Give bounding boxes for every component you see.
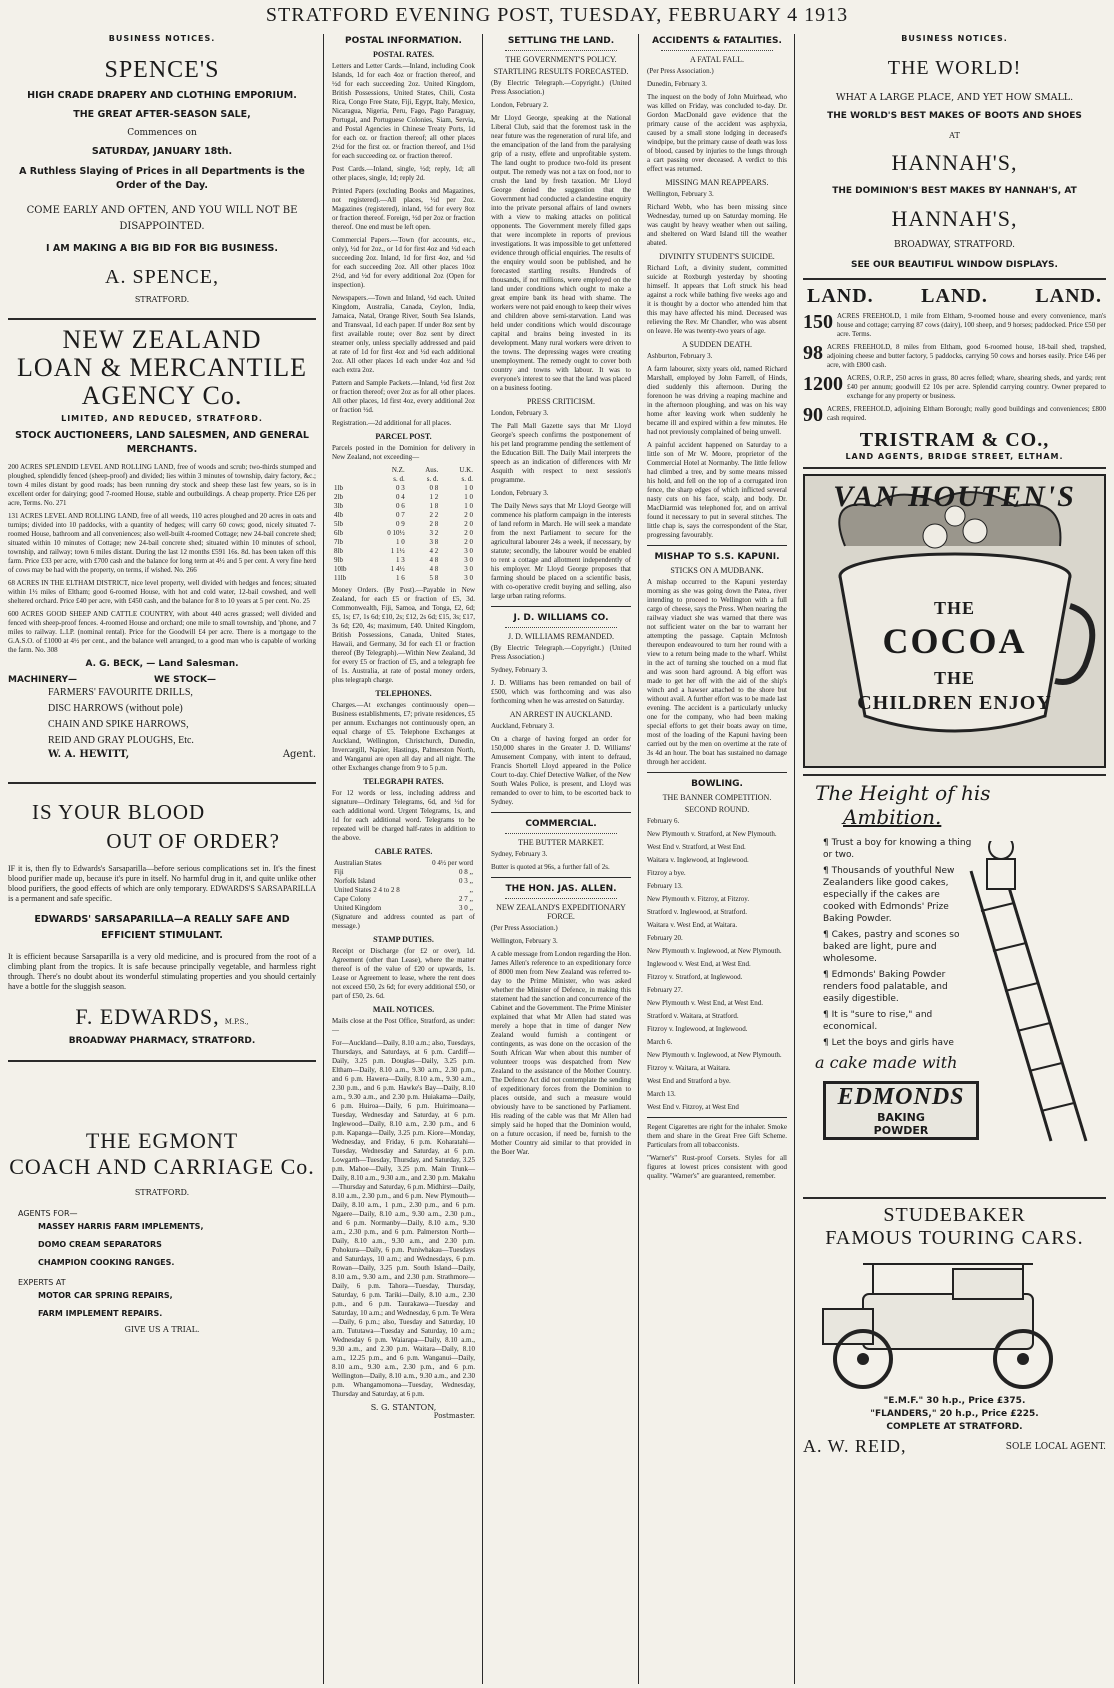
kapuni-sub: STICKS ON A MUDBANK. [670,566,764,575]
hannahs-2: HANNAH'S, [891,206,1018,231]
studebaker-title-1: STUDEBAKER [883,1204,1026,1226]
egmont-agents: AGENTS FOR— [18,1209,78,1218]
masthead: STRATFORD EVENING POST, TUESDAY, FEBRUARY 4 1913 [265,4,849,26]
spence-ad [8,57,316,304]
parcel-table [332,466,475,583]
table-row: 9lb 1 3 4 8 3 0 [334,556,473,564]
land-text: ACRES, O.R.P., 250 acres in grass, 80 acres felled; whare, shearing sheds, and yards; rent £40 per annum; goodwill £2 10s per acre. Splendid carrying country. Owner prepared to exchange for any property or business. [847,374,1106,400]
postal-rates-title: POSTAL RATES. [372,50,435,59]
table-row: Cape Colony 2 7 ,, [334,895,473,903]
nz-title-3: AGENCY Co. [81,381,243,410]
blood-title-1: IS YOUR BLOOD [32,800,206,824]
nz-listing: 68 ACRES IN THE ELTHAM DISTRICT, nice level property, well divided with hedges and fences; situated within 1½ miles of Eltham; good 6-roomed House, with hot and cold water, 12-bail cowshed, and well sheltered orchard. Price £40 per acre, with £450 cash, and the balance for 8 to 10 years at 5 per cent. No. 25 [8,579,316,605]
spence-sale: THE GREAT AFTER-SEASON SALE, [73,109,251,120]
egmont-title-1: THE EGMONT [85,1128,239,1153]
williams-title: J. D. WILLIAMS CO. [513,613,609,623]
settling-title: SETTLING THE LAND. [507,36,615,46]
sudden-title: A SUDDEN DEATH. [682,340,752,349]
world-at: AT [949,131,960,140]
fixture: New Plymouth v. West End, at West End. [647,999,763,1007]
nz-listing: 200 ACRES SPLENDID LEVEL AND ROLLING LAND, free of woods and scrub; two-thirds stumped and ploughed, splendidly fenced (sheep-proof) and divided; lies within 3 minutes of township, dairy factory, &c.; town 4 miles distant by good roads; has been running dry stock and sheep these last few years, so is in excellent order for dairying; good 7-roomed House, stable and outbuildings. A cheap property. Price £26 per acre, Terms. No. 271 [8,463,316,507]
kapuni-title: MISHAP TO S.S. KAPUNI. [654,552,780,562]
table-row: 3lb 0 6 1 8 1 0 [334,502,473,510]
edmonds-point: ¶ Edmonds' Baking Powder renders food palatable, and easily digestible. [823,970,948,1004]
van-houten-title: VAN HOUTEN'S [833,480,1076,513]
allen-credit: (Per Press Association.) [491,924,558,932]
column-rule [482,34,483,1684]
flanders-price: "FLANDERS," 20 h.p., Price £225. [870,1409,1039,1419]
column-2 [326,34,481,1684]
van-houten-cocoa: COCOA [882,621,1027,661]
egmont-title-2: COACH AND CARRIAGE Co. [9,1154,315,1179]
nz-limited: LIMITED, AND REDUCED, STRATFORD. [61,414,263,423]
edmonds-brand: EDMONDS [837,1084,965,1110]
fall-date: Dunedin, February 3. [647,80,707,88]
van-houten-the-2: THE [933,668,975,688]
table-row: N.Z. Aus. U.K. [391,466,473,474]
cable-note: (Signature and address counted as part of message.) [332,913,475,930]
land-acres: 150 [803,311,833,333]
student-title: DIVINITY STUDENT'S SUICIDE. [659,252,775,261]
table-row: 5lb 0 9 2 8 2 0 [334,520,473,528]
land-text: ACRES, FREEHOLD, adjoining Eltham Borough; really good buildings and conveniences; £800 cash required. [827,405,1106,422]
table-row: 7lb 1 0 3 8 2 0 [334,538,473,546]
egmont-town: STRATFORD. [134,1188,190,1197]
agent-name: W. A. HEWITT, [48,749,130,760]
world-subtitle: WHAT A LARGE PLACE, AND YET HOW SMALL. [835,92,1074,103]
telephones-text: Charges.—At exchanges continuously open—Business establishments, £7; private residences, £5 per annum. Exchanges not continuously open, an equal charge of £5. Telephone Exchanges at Auckland, Wellington, Christchurch, Dunedin, Invercargill, Napier, Hastings, Palmerston North, and Wanganui are open all day and all night. The other Exchanges change from 9 to 5 p.m. [332,701,475,772]
edmonds-title-2: Ambition. [843,805,942,829]
hannahs-dominion: THE DOMINION'S BEST MAKES BY HANNAH'S, AT [832,186,1077,196]
settling-credit: (By Electric Telegraph.—Copyright.) (United Press Association.) [491,79,631,96]
fixture: West End v. Stratford, at West End. [647,843,746,851]
postal-newspapers: Newspapers.—Town and Inland, ½d each. United Kingdom, Australia, Canada, Ceylon, India, Jamaica, Natal, Orange River, South Sea Islands, and Transvaal, 1d each paper. If under 8oz sent by first available route; over 8oz sent by direct steamer only, unless specially addressed and paid at rate of 1d for first 4oz and ½d each additional 2oz. All other places 1d each under 4oz and ½d each extra 2oz. [332,294,475,374]
machinery-item: CHAIN AND SPIKE HARROWS, [48,719,189,730]
spence-name: A. SPENCE, [105,266,219,288]
van-houten-the: THE [933,598,975,618]
press-date: London, February 3. [491,409,549,417]
fixture: Fitzroy v. Stratford, at Inglewood. [647,973,743,981]
stamp-title: STAMP DUTIES. [373,935,434,944]
land-listing [803,405,1106,425]
butter-date: Sydney, February 3. [491,850,548,858]
painful-body: A painful accident happened on Saturday to a little son of Mr W. Moore, proprietor of the Commercial Hotel at Normanby. The little fellow had climbed a tree, and by some means missed his hold, and fell on the top of a corrugated iron fence, the sharp edges of which inflicted several nasty cuts on his face, scalp, and body. Dr. MacDiarmid was telephoned for, and on arrival found it necessary to put in several stitches. The little chap is, says the correspondent of the Star, progressing favourably. [647,441,787,539]
land-acres: 1200 [803,373,843,395]
nz-loan-ad [8,326,316,760]
business-notices-label: BUSINESS NOTICES. [108,34,216,43]
williams-body: J. D. Williams has been remanded on bail of £500, which was forthcoming and was also forthcoming when he was arrested on Saturday. [491,679,631,705]
egmont-expert-item: MOTOR CAR SPRING REPAIRS, [38,1291,173,1300]
arrest-body: On a charge of having forged an order for 150,000 shares in the Greater J. D. Williams' Amusement Company, with intent to defraud, Francis Shortell Lloyd appeared in the Police Court to-day. Chief Detective Walker, of the New South Wales Police, is present, and Lloyd was remanded to over to him, to be escorted back to Sydney. [491,735,631,806]
we-stock-label: WE STOCK— [153,675,216,685]
tristram-ad [803,285,1106,461]
egmont-agents-list [8,1218,316,1272]
edmonds-ad [803,781,1106,1191]
table-row: Australian States 0 4½ per word [334,859,473,867]
nz-title-1: NEW ZEALAND [62,325,262,354]
fixture: West End and Stratford a bye. [647,1077,731,1085]
machinery-item: FARMERS' FAVOURITE DRILLS, [48,687,193,698]
bowling-title: BOWLING. [691,779,743,789]
van-houtens-ad [803,474,1106,768]
williams-date: Sydney, February 3. [491,666,548,674]
machinery-item: DISC HARROWS (without pole) [48,703,183,714]
fixture: February 27. [647,986,683,994]
settling-body: Mr Lloyd George, speaking at the National Liberal Club, said that the foremost task in the near future was the regeneration of rural life, and the emancipation of the land from the paralysing grip of a rusty, effete and unprofitable system. The land ought to produce two-fold its present output. The remedy was not a tax on food, nor to crush the land by fresh taxation. Mr Lloyd George denied the suggestion that the Government had conducted a clandestine enquiry into the private personal affairs of land owners with a view to making attacks on political opponents. The Government merely filled gaps that were incomplete in reports of previous investigations. It was impossible to get unfettered evidence through official enquiries. The results of the enquiry would soon be published, and he forecasted startling results. Hundreds of thousands, if not millions, were employed on the land under conditions which ought to make a great empire bank its head with shame. The workers were not paid enough to keep their wives and children above semi-starvation. Land was held under conditions which would discourage capital and brains being invested in its development. Many rural workers were driven to the towns. The depressing wages were creating unemployment. The remedy ought to cover both country and towns with labour. It was to everyone's interest to see that the land was placed on a business footing. [491,114,631,392]
edmonds-point: ¶ Thousands of youthful New Zealanders like good cakes, especially if the cakes are cooked with Edmonds' Prize Baking Powder. [823,866,955,924]
world-best: THE WORLD'S BEST MAKES OF BOOTS AND SHOES [827,111,1082,121]
postal-registration: Registration.—2d additional for all places. [332,419,452,427]
edmonds-point: ¶ Let the boys and girls have [823,1038,954,1048]
land-acres: 90 [803,404,823,426]
hannahs-ad [803,57,1106,270]
column-rule [323,34,324,1684]
table-row: 1lb 0 3 0 8 1 0 [334,484,473,492]
nz-listings [8,463,316,655]
parcel-title: PARCEL POST. [375,432,432,441]
telegraph-text: For 12 words or less, including address and signature—Ordinary Telegrams, 6d, and ½d for each additional word. Urgent Telegrams, 1s, and 1d for each additional word. Telegrams to be repeated will be charged half-rates in addition to the above. [332,789,475,842]
emf-price: "E.M.F." 30 h.p., Price £375. [883,1396,1026,1406]
arrest-date: Auckland, February 3. [491,722,554,730]
column-rule [794,34,795,1684]
allen-body: A cable message from London regarding the Hon. James Allen's reference to an expeditionary force of 8000 men from New Zealand was referred to-day to the Prime Minister, who was asked whether the Minister of Defence, in making this statement had the sanction and concurrence of the Cabinet and the Government. The Prime Minister explained that what Mr Allen had stated was merely a hope that in time of danger New Zealand would furnish a contingent or contingents, as was done on the occasion of the South African War when about this number of volunteer troops was despatched from New Zealand to the assistance of the Mother Country. The Defence Act did not contemplate the sending of expeditionary forces from the Dominion to places outside, and such a measure would obviously have to be sanctioned by Parliament. His reading of the cable was that Mr Allen had simply said he hoped that the Dominion would, on a future occasion, if need be, furnish to the Mother Country aid similar to that provided in the Boer War. [491,950,631,1156]
egmont-experts: EXPERTS AT [18,1278,66,1287]
arrest-title: AN ARREST IN AUCKLAND. [509,710,613,719]
edwards-mps: M.P.S., [224,1018,249,1026]
round-title: SECOND ROUND. [684,805,750,814]
land-text: ACRES FREEHOLD, 1 mile from Eltham, 9-roomed house and every convenience, man's house and cottage; carrying 87 cows (dairy), 100 sheep, and 9 horses; paddocked. Price £50 per acre. Terms. [837,312,1106,338]
land-listing [803,312,1106,339]
egmont-agent-item: MASSEY HARRIS FARM IMPLEMENTS, [38,1222,204,1231]
fixture: February 13. [647,882,683,890]
tristram-sub: LAND AGENTS, BRIDGE STREET, ELTHAM. [845,452,1064,461]
egmont-experts-list [8,1287,316,1323]
spence-title: SPENCE'S [104,57,220,83]
reid-name: A. W. REID, [803,1436,907,1456]
table-row: s. d. s. d. s. d. [393,475,473,483]
postal-letters: Letters and Letter Cards.—Inland, including Cook Islands, 1d for each 4oz or fraction thereof, and ½d for each succeeding 2oz. United Kingdom, British Possessions, United States, Chili, Costa Rica, Congo Free State, Fiji, Egypt, Italy, Mexico, Nicaragua, Nigeria, Peru, Fago, Pago Paraguay, Portugal, and Portuguese Colonies, Siam, Servia, and Postal Agencies in Chinese Treaty Ports, 1d for each oz. or fraction thereof; all other places 2½d for the first oz. or fraction thereof, and 1½d for each succeeding oz. or fraction thereof. [332,62,475,160]
edmonds-logo [823,1081,979,1140]
world-title: THE WORLD! [887,57,1022,79]
telephones-title: TELEPHONES. [375,689,432,698]
settling-dateline: London, February 2. [491,101,549,109]
postal-postcards: Post Cards.—Inland, single, ½d; reply, 1d; all other places, single, 1d; reply 2d. [332,165,475,182]
butter-title: THE BUTTER MARKET. [518,838,604,847]
postmaster-signature: S. G. STANTON, [370,1403,437,1412]
fall-credit: (Per Press Association.) [647,67,714,75]
spence-town: STRATFORD. [134,295,190,304]
nz-listing: 600 ACRES GOOD SHEEP AND CATTLE COUNTRY, with about 440 acres grassed; well divided and fenced with sheep-proof fences. 4-roomed House and orchard; one mile to small township, and 'phone, and 7 miles to railway. L.I.P. (nominal rental). Price for the Goodwill £4 per acre. There is a mortgage to the G.A.S.O. of £1000 at 4½ per cent., and the balance well arranged, to a good man who is capable of working the farm. No. 308 [8,610,316,654]
spence-come-early: COME EARLY AND OFTEN, AND YOU WILL NOT BE DISAPPOINTED. [26,205,298,232]
table-row: 6lb 0 10½ 3 2 2 0 [334,529,473,537]
land-listing [803,343,1106,370]
blood-safe: EDWARDS' SARSAPARILLA—A REALLY SAFE AND EFFICIENT STIMULANT. [34,914,290,941]
fixture: New Plymouth v. Inglewood, at New Plymouth. [647,947,782,955]
postal-commercial: Commercial Papers.—Town (for accounts, etc., only), ½d for 2oz., or 1d for first 4oz and ½d each succeeding 2oz. Inland, 1d for first 4oz, and ½d for each succeeding 2oz. All other places 10oz 2½d, and ½d for every additional 2oz (Open for inspection). [332,236,475,289]
spence-slaying: A Ruthless Slaying of Prices in all Departments is the Order of the Day. [19,166,305,191]
postal-patterns: Pattern and Sample Packets.—Inland, ½d first 2oz or fraction thereof; over 2oz as for all other places. All other places, 1d first 4oz, every additional 2oz or fraction ½d. [332,379,475,414]
machinery-list [8,685,316,749]
table-row: 11lb 1 6 5 8 3 0 [334,574,473,582]
postal-printed: Printed Papers (excluding Books and Magazines, not registered).—All places, ½d per 2oz. Magazines (registered), inland, ½d for every 8oz or fraction thereof. Foreign, ½d per 2oz or fraction thereof. One end must be left open. [332,187,475,231]
sudden-body: A farm labourer, sixty years old, named Richard Marshall, employed by John Farrell, of Hinds, died suddenly this afternoon. During the forenoon he was driving a reaping machine and in the afternoon ploughing, and was on his way home after leaving work when suddenly he became ill and expired within a few minutes. He had not previously complained of being unwell. [647,365,787,436]
telegraph-title: TELEGRAPH RATES. [363,777,444,786]
nz-listing: 131 ACRES LEVEL AND ROLLING LAND, free of all weeds, 110 acres ploughed and 20 acres in oats and turnips; divided into 10 paddocks, with a quantity of hedges; will carry 60 cows; good, nicely situated 7-roomed House, bathroom and all conveniences; also well-built 4-roomed Cottage; new 24-bail concrete shed; situated within 10 minutes of Cottage; new 24-bail concrete shed; situated within 10 minutes of school, township, and railway; town 6 miles distant. During the last 12 months £591 16s. 8d. has been taken off this farm. Price £33 per acre, with £700 cash and the balance for long term at 4½ and 5 per cent. A very fine herd of cows may be had with the property, on terms, if wished. No. 266 [8,512,316,574]
fixture: Stratford v. Inglewood, at Stratford. [647,908,748,916]
hannahs-1: HANNAH'S, [891,150,1018,175]
column-5 [797,34,1112,1684]
fixture: Stratford v. Waitara, at Stratford. [647,1012,739,1020]
column-4 [641,34,793,1684]
warners-notice: "Warner's" Rust-proof Corsets. Styles for all figures at lowest prices consistent with good quality. "Warner's" are guaranteed, remember. [647,1154,787,1180]
table-row: Fiji 0 8 ,, [334,868,473,876]
fixture: March 6. [647,1038,673,1046]
reid-agent: SOLE LOCAL AGENT. [1005,1442,1106,1452]
settling-sub-1: THE GOVERNMENT'S POLICY. [505,55,617,64]
hannahs-windows: SEE OUR BEAUTIFUL WINDOW DISPLAYS. [851,260,1058,270]
cable-title: CABLE RATES. [374,847,433,856]
banner-title: THE BANNER COMPETITION. [662,793,772,802]
table-row: 4lb 0 7 2 2 2 0 [334,511,473,519]
cable-table [332,859,475,913]
butter-body: Butter is quoted at 96s, a further fall of 2s. [491,863,610,871]
press-body-2: The Daily News says that Mr Lloyd George will commence his platform campaign in the interests of land reform in March. He will seek a mandate from the next Parliament to secure for the agricultural labourer 24s a week, if necessary, by statute; secondly, the labourer would be enabled to rent a cottage and allotment independently of his employer. Mr Lloyd George proposes that farming should be placed on a scientific basis, with co-operative credit buying and selling, also large urban rating reforms. [491,502,631,600]
land-listing [803,374,1106,401]
williams-remanded: J. D. WILLIAMS REMANDED. [507,632,615,641]
press-criticism-title: PRESS CRITICISM. [526,397,596,406]
table-row: 10lb 1 4½ 4 8 3 0 [334,565,473,573]
edwards-pharmacy: BROADWAY PHARMACY, STRATFORD. [68,1036,256,1046]
fixture: February 20. [647,934,683,942]
allen-date: Wellington, February 3. [491,937,558,945]
fixture: Inglewood v. West End, at West End. [647,960,751,968]
table-row: United Kingdom 3 0 ,, [334,904,473,912]
egmont-agent-item: DOMO CREAM SEPARATORS [38,1240,162,1249]
postal-title: POSTAL INFORMATION. [345,36,462,46]
edmonds-point: ¶ Cakes, pastry and scones so baked are light, pure and wholesome. [823,930,960,964]
land-word: LAND. [1035,285,1102,307]
fixture: New Plymouth v. Stratford, at New Plymouth. [647,830,777,838]
egmont-expert-item: FARM IMPLEMENT REPAIRS. [38,1309,163,1318]
blood-body-2: It is efficient because Sarsaparilla is a very old medicine, and is procured from the root of a climbing plant from the tropics. It is safe because principally vegetable, and harmless right through. There's no doubt about its wonderful stimulating properties and you should certainly have a bottle for the sluggish season. [8,952,316,991]
parcel-text: Parcels posted in the Dominion for delivery in New Zealand, not exceeding— [332,444,475,461]
column-rule [638,34,639,1684]
hannahs-broadway: BROADWAY, STRATFORD. [893,240,1016,250]
car-illustration [803,1254,1102,1394]
fall-title: A FATAL FALL. [689,55,745,64]
fixture: Fitzroy v. Waitara, at Waitara. [647,1064,731,1072]
mail-title: MAIL NOTICES. [372,1005,435,1014]
press-date-2: London, February 3. [491,489,549,497]
williams-credit: (By Electric Telegraph.—Copyright.) (United Press Association.) [491,644,631,661]
column-3 [485,34,637,1684]
cup-illustration [805,476,1104,762]
edmonds-point: ¶ It is "sure to rise," and economical. [823,1010,933,1032]
fixture: Fitzroy v. Inglewood, at Inglewood. [647,1025,748,1033]
settling-sub-2: STARTLING RESULTS FORECASTED. [493,67,629,76]
blood-title-2: OUT OF ORDER? [106,829,280,853]
fixture: West End v. Fitzroy, at West End [647,1103,739,1111]
student-body: Richard Loft, a divinity student, committed suicide at Roxburgh yesterday by shooting himself. It appears that Loft struck his head against a rock while bathing five weeks ago and it is thought by a doctor who attended him that this may have affected his mind. Deceased was relieving the Rev. Mr Chandler, who was absent on leave. He was twenty-two years of age. [647,264,787,335]
table-row: 2lb 0 4 1 2 1 0 [334,493,473,501]
spence-big-bid: I AM MAKING A BIG BID FOR BIG BUSINESS. [46,243,278,254]
fixture: February 6. [647,817,680,825]
egmont-trial: GIVE US A TRIAL. [124,1325,200,1334]
kapuni-body: A mishap occurred to the Kapuni yesterday morning as she was going down the Patea, river intending to proceed to Wellington with a full cargo of cheese, says the Press. When nearing the railway viaduct she was warned that there was not sufficient water on the bar to warrant her attempting the passage. Captain McIntosh thereupon endeavoured to turn her round with a view to a return being made to the wharf. Whilst in the act of turning she touched on a mud flat and was soon hard aground. A big effort was made to get her off with the aid of the ship's winch and a hawser attached to the shore but without avail. A further effort was to be made last evening. The accident is a particularly unlucky one for the company, who had been making special efforts to get their boats away on time, most of the loading of the Kapuni having been carried out by the men on overtime at the rate of 3s 4d an hour. The boat has sustained no damage through her accident. [647,578,787,766]
missing-title: MISSING MAN REAPPEARS. [665,178,769,187]
edmonds-cake: a cake made with [815,1053,958,1072]
commercial-title: COMMERCIAL. [525,819,597,829]
sudden-date: Ashburton, February 3. [647,352,713,360]
allen-sub: NEW ZEALAND'S EXPEDITIONARY FORCE. [496,903,626,921]
column-1 [2,34,322,1684]
table-row: 8lb 1 1½ 4 2 3 0 [334,547,473,555]
studebaker-ad [803,1204,1106,1457]
fixture: Waitara v. West End, at Waitara. [647,921,738,929]
nz-stock: STOCK AUCTIONEERS, LAND SALESMEN, AND GENERAL MERCHANTS. [15,430,309,455]
land-acres: 98 [803,342,823,364]
fixture: New Plymouth v. Inglewood, at New Plymouth. [647,1051,782,1059]
complete-stratford: COMPLETE AT STRATFORD. [886,1422,1023,1432]
sarsaparilla-ad [8,800,316,1046]
fixture: March 13. [647,1090,676,1098]
missing-body: Richard Webb, who has been missing since Wednesday, turned up on Saturday morning. He was caught by heavy weather when out sailing, and sheltered on Ward Island till the weather abated. [647,203,787,247]
land-listings [803,312,1106,425]
land-text: ACRES FREEHOLD, 8 miles from Eltham, good 6-roomed house, 18-bail shed, trapshed, adjoining cheese and butter factory, 5 paddocks, carrying 50 cows and horses easily. Price £46 per acre, with £800 cash. [827,343,1106,369]
edmonds-powder: POWDER [873,1124,929,1137]
spence-date: SATURDAY, JANUARY 18th. [91,146,233,157]
edwards-name: F. EDWARDS, [75,1004,220,1029]
land-word: LAND. [807,285,874,307]
edmonds-baking: BAKING [877,1111,925,1124]
press-body: The Pall Mall Gazette says that Mr Lloyd George's speech confirms the postponement of his pet land programme pending the settlement of the Education Bill. The Daily Mail interprets the speech as an indication of differences with Mr Asquith with respect to next session's programme. [491,422,631,484]
missing-date: Wellington, February 3. [647,190,714,198]
edmonds-point: ¶ Trust a boy for knowing a thing or two. [823,838,972,860]
table-row: Norfolk Island 0 3 ,, [334,877,473,885]
nz-salesman: A. G. BECK, — Land Salesman. [85,659,239,669]
van-houten-children: CHILDREN ENJOY [857,692,1052,714]
money-orders: Money Orders. (By Post).—Payable in New Zealand, for each £5 or fraction of £5, 3d. Commonwealth, Fiji, Samoa, and Tonga, £2, 6d; £5, 1s; £7, 1s 6d; £10, 2s; £12, 2s 6d; £15, 3s; £17, 3s 6d; £20, 4s; maximum, £40. United Kingdom, British Possessions, Canada, United States, Hawaii, and Germany, 3d for each £1 or fraction thereof (By Telegraph).—Within New Zealand, 3d for every £5 or fraction of £5, and a telegraph fee of 1s. Australia, at rate of postal money orders, plus telegraph charge. [332,586,475,684]
allen-title: THE HON. JAS. ALLEN. [505,884,617,894]
blood-body: IF it is, then fly to Edwards's Sarsaparilla—before serious complications set in. It's the finest blood purifier made up, because it's pure in itself. No harmful drug in it, and quite unlike other blood purifiers, the good effects of which are only temporary. EDWARDS'S SARSAPARILLA is a permanent and safe specific. [8,864,316,903]
spence-subtitle: HIGH CRADE DRAPERY AND CLOTHING EMPORIUM. [27,90,297,101]
egmont-agent-item: CHAMPION COOKING RANGES. [38,1258,175,1267]
nz-title-2: LOAN & MERCANTILE [17,353,307,382]
spence-commences: Commences on [127,128,197,138]
regent-notice: Regent Cigarettes are right for the inhaler. Smoke them and share in the Great Free Gift Scheme. Particulars from all tobacconists. [647,1123,787,1149]
studebaker-title-2: FAMOUS TOURING CARS. [825,1227,1084,1249]
agent-label: Agent. [282,749,316,760]
edmonds-list [803,837,973,1049]
edmonds-title-1: The Height of his [815,781,991,805]
ladder-illustration [961,841,1101,1151]
fixture: New Plymouth v. Fitzroy, at Fitzroy. [647,895,750,903]
land-word: LAND. [921,285,988,307]
mail-text: For—Auckland—Daily, 8.10 a.m.; also, Tuesdays, Thursdays, and Saturdays, at 6 p.m. Cardiff—Daily, 3.25 p.m. Douglas—Daily, 3.25 p.m. Eltham—Daily, 8.10 a.m., 9.30 a.m., 2.30 p.m., and 6 p.m. Hawera—Daily, 8.10 a.m., 9.30 a.m., 2.30 p.m., and 6 p.m. Hawke's Bay—Daily, 8.10 a.m., 9.30 a.m., and 2.30 p.m. Huiakama—Daily, 6 p.m. Huiroa—Daily, 6 p.m. Huirimoana—Tuesday, Wednesday and Saturday, at 6 p.m. Inglewood—Daily, 8.10 a.m., 2.30 p.m., and 6 p.m. Kapanga—Daily, 3.25 p.m. Kiore—Monday, Wednesday, and Friday, 6 p.m. Koharatahi—Tuesday, Wednesday and Saturday, at 6 p.m. Lowgarth—Tuesday, Thursday, and Saturday, 3.25 p.m. Mahoe—Daily, 3.25 p.m. Main Trunk—Daily, 8.10 a.m., 9.30 a.m., and 2.30 p.m. Makahu—Thursday and Saturday, 6 p.m. Midhirst—Daily, 8.10 a.m., 2.30 p.m., and 6 p.m. New Plymouth—Daily, 8.10 a.m., 1 p.m., 2.30 p.m., and 6 p.m. Ngaere—Daily, 8.10 a.m., 9.30 a.m., 2.30 p.m., and 6 p.m. Normanby—Daily, 8.10 a.m., 9.30 a.m., 2.30 p.m., and 6 p.m. Palmerston North—Daily, 8.10 a.m., 9.30 a.m., and 2.30 p.m. Pohokura—Daily, 6 p.m. Puniwhakau—Tuesdays and Saturdays, 10 a.m.; and Wednesdays, 6 p.m. Rowan—Daily, 3.25 p.m. South Island—Daily, 8.10 a.m., 9.30 a.m., and 2.30 p.m. Strathmore—Daily, 6 p.m. Tahora—Tuesday, Thursday, Saturday, 6 p.m. Tariki—Daily, 8.10 a.m., 2.30 p.m., and 6 p.m. Taurakawa—Tuesday and Saturday, 10 a.m.; and Wednesday, 6 p.m. Te Wera—Daily, 6 p.m.; also, Tuesday and Saturday, 10 a.m. Tututawa—Tuesday and Saturday, 10 a.m.; Wednesday 6 p.m. Waiarapa—Daily, 8.10 a.m., 9.30 a.m., and 2.30 p.m. Waitara—Daily, 8.10 a.m., 12.25 p.m., and 6 p.m. Wanganui—Daily, 8.10 a.m., 9.30 a.m., 2.30 p.m., and 6 p.m. Wellington—Daily, 8.10 a.m., 9.30 a.m., and 2.30 p.m. Whangamomona—Tuesday, Wednesday, Thursday and Saturday, at 6 p.m. [332,1039,475,1398]
machinery-item: REID AND GRAY PLOUGHS, Etc. [48,735,194,746]
table-row: United States 2 4 to 2 8 ,, [334,886,473,894]
fixture: Waitara v. Inglewood, at Inglewood. [647,856,749,864]
postmaster-label: Postmaster. [433,1412,475,1420]
fixture: Fitzroy a bye. [647,869,686,877]
egmont-ad [8,1128,316,1334]
accidents-title: ACCIDENTS & FATALITIES. [652,36,782,46]
machinery-label: MACHINERY— [8,675,78,685]
fixtures-list [647,817,787,1112]
business-notices-label-right: BUSINESS NOTICES. [901,34,1008,43]
stamp-text: Receipt or Discharge (for £2 or over), 1d. Agreement (other than Lease), where the matter thereof is of the value of £20 or upwards, 1s. Lease or Agreement to lease, where the rent does not exceed £50, 2s 6d; for every additional £50, or part of £50, 2s. 6d. [332,947,475,1000]
fall-body: The inquest on the body of John Muirhead, who was killed on Friday, was concluded to-day. Dr. Gordon MacDonald gave evidence that the primary cause of the accident was asphyxia, caused by a small stone lodging in deceased's windpipe, but the primary cause of death was loss of blood, caused by injuries to the lungs through a cart passing over deceased. A verdict to this effect was returned. [647,93,787,173]
tristram-name: TRISTRAM & CO., [859,429,1050,451]
mail-intro: Mails close at the Post Office, Stratford, as under:— [332,1017,475,1034]
